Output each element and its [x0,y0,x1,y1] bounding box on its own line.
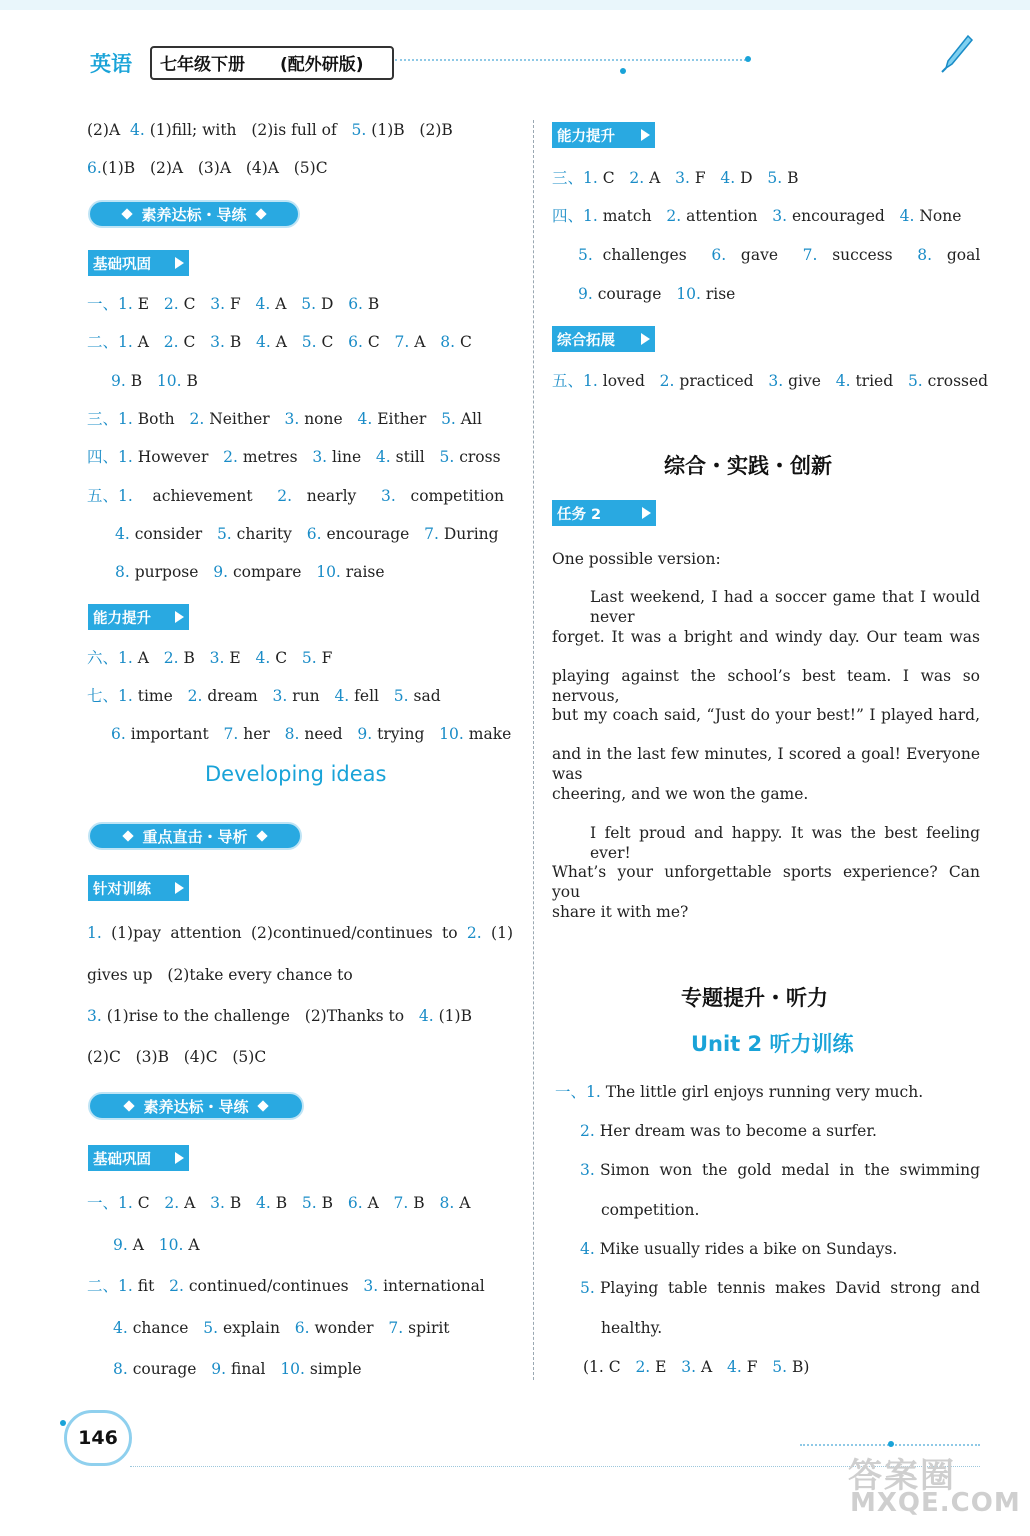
listening-line: 2. Her dream was to become a surfer. [580,1122,877,1140]
section-tag: 针对训练 [88,875,189,901]
answer-line: 六、1. A 2. B 3. E 4. C 5. F [87,649,333,667]
column-divider [533,120,534,1380]
answer-line: gives up (2)take every chance to [87,966,353,984]
answer-line: 五、1. loved 2. practiced 3. give 4. tried 5. crossed [552,372,989,390]
section-tag: 能力提升 [88,604,189,630]
unit-title: Unit 2 听力训练 [691,1032,854,1056]
answer-line: 3. (1)rise to the challenge (2)Thanks to 4. (1)B [87,1007,472,1025]
header-subject: 英语 [90,52,132,76]
section-tag: 综合拓展 [552,326,655,352]
answer-line: 5. challenges 6. gave 7. success 8. goal [578,246,981,264]
footer-dot [60,1420,66,1426]
answer-line: (2)C (3)B (4)C (5)C [87,1048,267,1066]
essay-line: but my coach said, “Just do your best!” I played hard, [552,706,980,724]
essay-line: and in the last few minutes, I scored a goal! Everyone was [552,745,980,783]
task-tag: 任务 2 [552,500,656,526]
answer-line: 二、1. A 2. C 3. B 4. A 5. C 6. C 7. A 8. C [87,333,472,351]
header-grade: 七年级下册 [160,55,245,75]
answer-line: 七、1. time 2. dream 3. run 4. fell 5. sad [87,687,441,705]
answer-line: 四、1. However 2. metres 3. line 4. still 5. cross [87,448,501,466]
section-title: 综合・实践・创新 [664,454,832,478]
answer-line: 8. courage 9. final 10. simple [113,1360,362,1378]
listening-line: healthy. [601,1319,663,1337]
essay-line: What’s your unforgettable sports experience? Can you [552,863,980,901]
answer-line: 二、1. fit 2. continued/continues 3. international [87,1277,485,1295]
listening-answers: (1. C 2. E 3. A 4. F 5. B) [583,1358,810,1376]
answer-line: 一、1. C 2. A 3. B 4. B 5. B 6. A 7. B 8. A [87,1194,471,1212]
listening-line: competition. [601,1201,700,1219]
pen-icon [940,34,974,74]
listening-line: 4. Mike usually rides a bike on Sundays. [580,1240,898,1258]
essay-intro: One possible version: [552,550,721,568]
developing-ideas-title: Developing ideas [205,762,387,786]
answer-line: 9. B 10. B [111,372,198,390]
header-dot [745,56,751,62]
listening-line: 5. Playing table tennis makes David strong and [580,1279,980,1297]
essay-line: cheering, and we won the game. [552,785,809,803]
section-pill: 重点直击・导析 [88,822,302,850]
listening-line: 3. Simon won the gold medal in the swimming [580,1161,980,1179]
answer-line: 8. purpose 9. compare 10. raise [115,563,385,581]
answer-line: 五、1. achievement 2. nearly 3. competition [87,487,505,505]
answer-line: (2)A 4. (1)fill; with (2)is full of 5. (1)B (2)B [87,121,453,139]
watermark-logo: 答案圈 MXQE.COM [848,1456,1021,1518]
page-number: 146 [64,1410,132,1466]
header-edition: (配外研版) [280,55,364,75]
listening-line: 一、1. The little girl enjoys running very much. [555,1083,924,1101]
answer-line: 9. A 10. A [113,1236,200,1254]
essay-line: forget. It was a bright and windy day. Our team was [552,628,980,646]
section-tag: 基础巩固 [88,250,189,276]
answer-line: 4. consider 5. charity 6. encourage 7. During [115,525,499,543]
answer-line: 三、1. C 2. A 3. F 4. D 5. B [552,169,799,187]
section-tag: 基础巩固 [88,1145,189,1171]
essay-line: playing against the school’s best team. I was so nervous, [552,667,980,705]
answer-line: 四、1. match 2. attention 3. encouraged 4. None [552,207,962,225]
answer-line: 6. important 7. her 8. need 9. trying 10. make [111,725,512,743]
section-pill: 素养达标・导练 [88,200,300,228]
footer-dot [888,1441,894,1447]
answer-line: 1. (1)pay attention (2)continued/continues to 2. (1) [87,924,513,942]
section-pill: 素养达标・导练 [88,1092,304,1120]
section-tag: 能力提升 [552,122,655,148]
header-dotted-line [395,59,750,61]
essay-line: share it with me? [552,903,689,921]
listening-title: 专题提升・听力 [681,986,828,1010]
essay-line: Last weekend, I had a soccer game that I would never [590,588,980,626]
answer-line: 4. chance 5. explain 6. wonder 7. spirit [113,1319,450,1337]
essay-line: I felt proud and happy. It was the best feeling ever! [590,824,980,862]
header-dot [620,68,626,74]
answer-line: 一、1. E 2. C 3. F 4. A 5. D 6. B [87,295,380,313]
top-band [0,0,1030,10]
answer-line: 三、1. Both 2. Neither 3. none 4. Either 5. All [87,410,482,428]
answer-line: 6.(1)B (2)A (3)A (4)A (5)C [87,159,328,177]
answer-line: 9. courage 10. rise [578,285,736,303]
